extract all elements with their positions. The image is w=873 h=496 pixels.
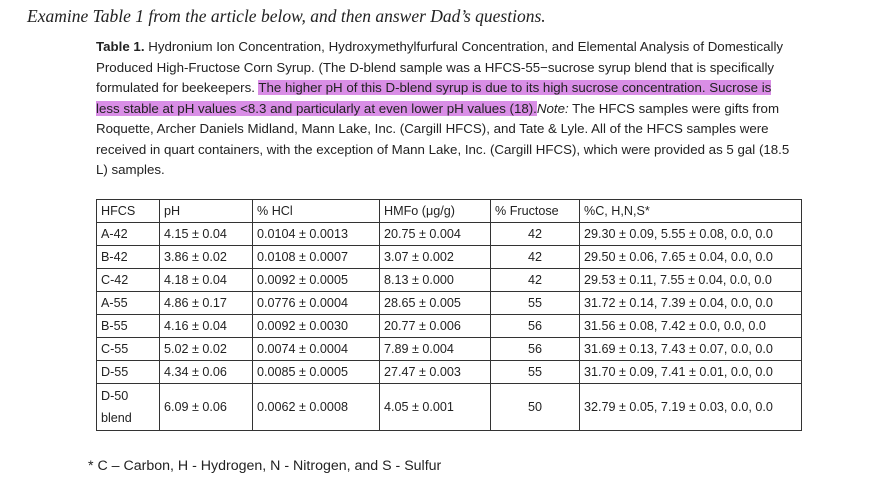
cell-hfcs: A-42	[97, 223, 160, 246]
cell-ph: 3.86 ± 0.02	[160, 246, 253, 269]
table-row	[97, 361, 802, 384]
cell-hmfo: 7.89 ± 0.004	[380, 338, 491, 361]
cell-hfcs: A-55	[97, 292, 160, 315]
cell-hmfo: 27.47 ± 0.003	[380, 361, 491, 384]
cell-hmfo: 28.65 ± 0.005	[380, 292, 491, 315]
cell-hmfo: 20.77 ± 0.006	[380, 315, 491, 338]
cell-hmfo: 20.75 ± 0.004	[380, 223, 491, 246]
caption-text: Hydronium Ion Concentration, Hydroxymethylfurfural Concentration, and Elemental Analysis of Domestically Produced High-Fructose Corn Syrup. (The D-blend sample was a HFCS-55−sucrose syrup blend that is specifically formulated for beekeepers.	[96, 39, 784, 95]
cell-elemental: 31.70 ± 0.09, 7.41 ± 0.01, 0.0, 0.0	[580, 361, 802, 384]
table-row	[97, 292, 802, 315]
table-row-d50-blend	[97, 384, 802, 431]
hfcs-name-line2: blend	[101, 411, 132, 425]
cell-ph: 4.34 ± 0.06	[160, 361, 253, 384]
note-label: Note:	[536, 100, 569, 116]
cell-fructose: 55	[491, 361, 580, 384]
data-table	[96, 199, 802, 431]
cell-fructose: 55	[491, 292, 580, 315]
cell-hfcs: B-42	[97, 246, 160, 269]
cell-hcl: 0.0062 ± 0.0008	[253, 384, 380, 431]
cell-hcl: 0.0104 ± 0.0013	[253, 223, 380, 246]
cell-hfcs: C-42	[97, 269, 160, 292]
cell-hcl: 0.0074 ± 0.0004	[253, 338, 380, 361]
table-header-row	[97, 200, 802, 223]
cell-elemental: 29.30 ± 0.09, 5.55 ± 0.08, 0.0, 0.0	[580, 223, 802, 246]
highlighted-text[interactable]: The higher pH of this D-blend syrup is due to its high sucrose concentration. Sucrose is less stable at pH values <8.3 and particularly at even lower pH values (18).	[96, 80, 772, 116]
cell-hmfo: 3.07 ± 0.002	[380, 246, 491, 269]
cell-fructose: 56	[491, 315, 580, 338]
cell-fructose: 42	[491, 269, 580, 292]
cell-ph: 4.15 ± 0.04	[160, 223, 253, 246]
cell-hfcs: C-55	[97, 338, 160, 361]
cell-hfcs: B-55	[97, 315, 160, 338]
cell-ph: 5.02 ± 0.02	[160, 338, 253, 361]
cell-elemental: 31.69 ± 0.13, 7.43 ± 0.07, 0.0, 0.0	[580, 338, 802, 361]
table-row	[97, 223, 802, 246]
cell-hcl: 0.0092 ± 0.0005	[253, 269, 380, 292]
cell-hmfo: 4.05 ± 0.001	[380, 384, 491, 431]
cell-hcl: 0.0108 ± 0.0007	[253, 246, 380, 269]
cell-ph: 4.18 ± 0.04	[160, 269, 253, 292]
cell-fructose: 50	[491, 384, 580, 431]
cell-elemental: 29.53 ± 0.11, 7.55 ± 0.04, 0.0, 0.0	[580, 269, 802, 292]
cell-hfcs	[97, 384, 160, 431]
cell-hcl: 0.0776 ± 0.0004	[253, 292, 380, 315]
table-caption	[96, 37, 796, 181]
caption-label: Table 1.	[96, 39, 145, 54]
cell-ph: 4.16 ± 0.04	[160, 315, 253, 338]
header-ph: pH	[160, 200, 253, 223]
header-hmfo: HMFo (μg/g)	[380, 200, 491, 223]
cell-hmfo: 8.13 ± 0.000	[380, 269, 491, 292]
cell-elemental: 29.50 ± 0.06, 7.65 ± 0.04, 0.0, 0.0	[580, 246, 802, 269]
cell-fructose: 42	[491, 223, 580, 246]
table-footnote: * C – Carbon, H - Hydrogen, N - Nitrogen, and S - Sulfur	[88, 458, 442, 474]
table-row	[97, 269, 802, 292]
cell-fructose: 56	[491, 338, 580, 361]
header-hcl: % HCl	[253, 200, 380, 223]
cell-elemental: 31.56 ± 0.08, 7.42 ± 0.0, 0.0, 0.0	[580, 315, 802, 338]
table-row	[97, 246, 802, 269]
cell-hcl: 0.0092 ± 0.0030	[253, 315, 380, 338]
cell-fructose: 42	[491, 246, 580, 269]
question-prompt: Examine Table 1 from the article below, and then answer Dad’s questions.	[27, 6, 546, 26]
cell-elemental: 32.79 ± 0.05, 7.19 ± 0.03, 0.0, 0.0	[580, 384, 802, 431]
cell-ph: 6.09 ± 0.06	[160, 384, 253, 431]
header-fructose: % Fructose	[491, 200, 580, 223]
cell-ph: 4.86 ± 0.17	[160, 292, 253, 315]
header-elemental: %C, H,N,S*	[580, 200, 802, 223]
cell-elemental: 31.72 ± 0.14, 7.39 ± 0.04, 0.0, 0.0	[580, 292, 802, 315]
table-row	[97, 315, 802, 338]
cell-hfcs: D-55	[97, 361, 160, 384]
note-text: The HFCS samples were gifts from Roquette, Archer Daniels Midland, Mann Lake, Inc. (Cargill HFCS), and Tate & Lyle. All of the HFCS samples were received in quart containers, with the exception of Mann Lake, Inc. (Cargill HFCS), which were provided as 5 gal (18.5 L) samples.	[96, 100, 790, 177]
cell-hcl: 0.0085 ± 0.0005	[253, 361, 380, 384]
table-row	[97, 338, 802, 361]
header-hfcs: HFCS	[97, 200, 160, 223]
hfcs-name-line1: D-50	[101, 389, 129, 403]
